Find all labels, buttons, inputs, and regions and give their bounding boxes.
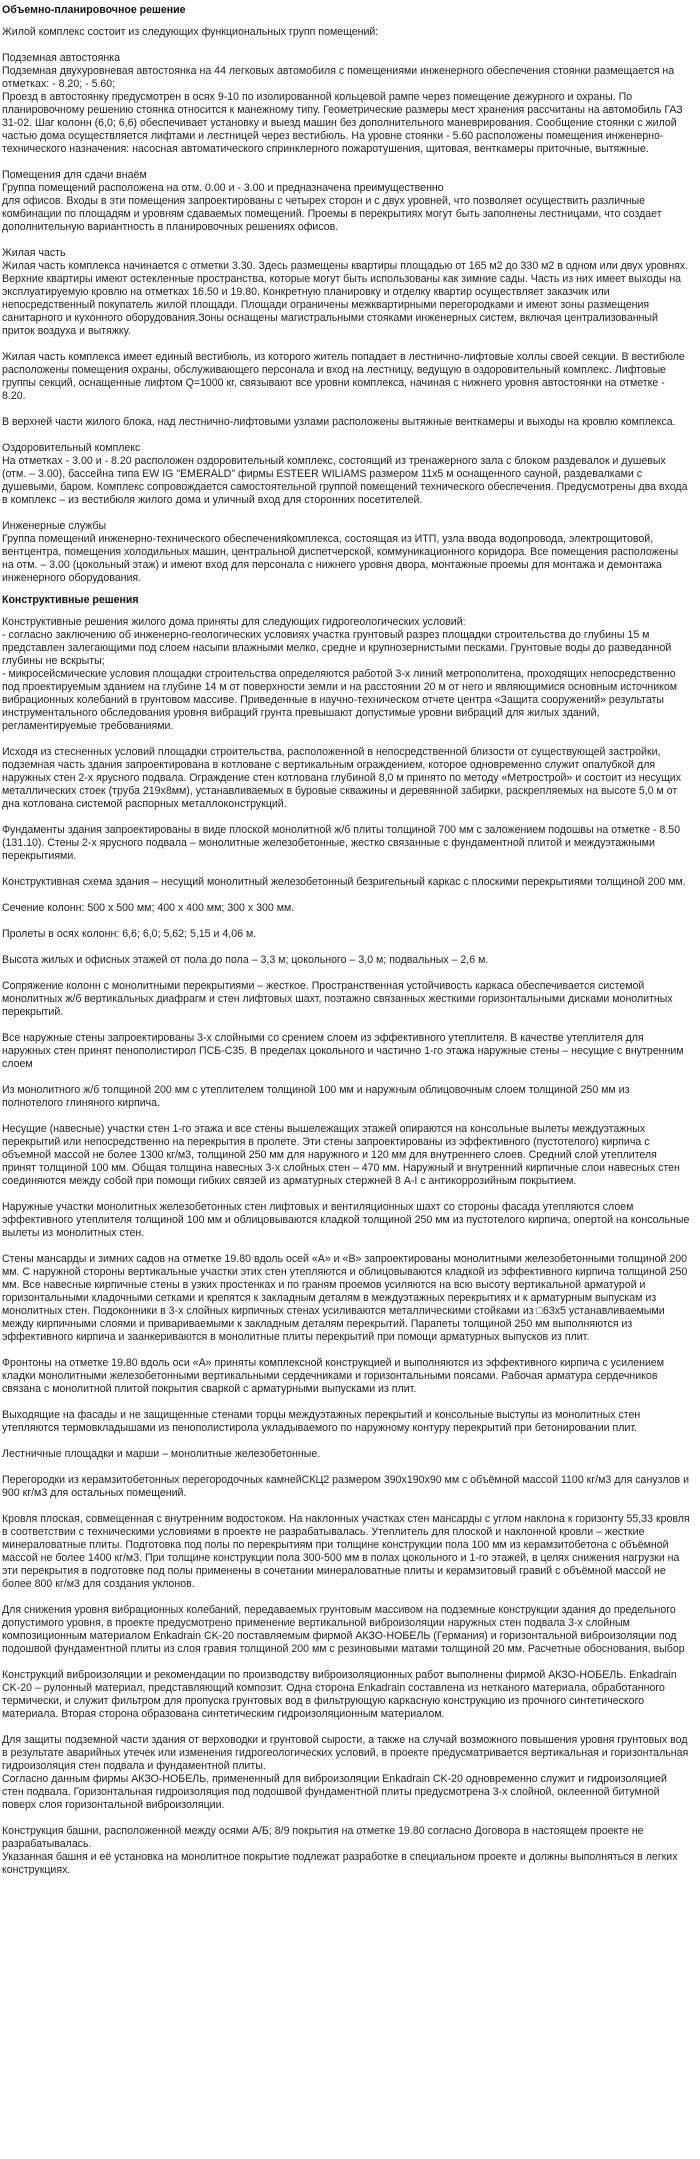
paragraph: Исходя из стесненных условий площадки строительства, расположенной в непосредственной близости от существующей застройки, подземная часть здания запроектирована в котловане с вертикальным ограждением, которое одновременно служит опалубкой для наружных стен 2-х ярусного подвала. Ограждение стен котлована глубиной 8,0 м принято по методу «Метрострой» и состоит из несущих металлических стоек (труба 219х8мм), устанавливаемых в буровые скважины и деревянной забирки, раскрепляемых на высоте 5,0 м от дна котлована системой распорных металлоконструкций.	[2, 746, 682, 810]
paragraph: Для защиты подземной части здания от верховодки и грунтовой сырости, а также на случай возможного повышения уровня грунтовых вод в результате аварийных утечек или изменения гидрогеологических условий, в проекте предусматривается вертикальная и горизонтальная гидроизоляция стен подвала и фундаментной плиты. Согласно данным фирмы АКЗО-НОБЕЛЬ, примененный для виброизоляции Enkadrain CK-20 одновременно служит и гидроизоляцией стен подвала. Горизонтальная гидроизоляция под подошвой фундаментной плиты предусмотрена 3-х слойной, оклеенной битумной поверх слоя горизонтальной виброизоляции.	[2, 1734, 689, 1811]
paragraph: Конструктивная схема здания – несущий монолитный железобетонный безригельный каркас с плоскими перекрытиями толщиной 200 мм.	[2, 876, 686, 888]
section-heading-structural: Конструктивные решения	[2, 594, 139, 606]
paragraph: Высота жилых и офисных этажей от пола до пола – 3,3 м; цокольного – 3,0 м; подвальных – 2,6 м.	[2, 954, 489, 966]
paragraph: Конструктивные решения жилого дома приняты для следующих гидрогеологических условий: - согласно заключению об инженерно-геологических условиях участка грунтовый разрез площадки строительства до глубины 15 м представлен залегающими под слоем насыпи влажными мелко, средне и крупнозернистыми песками. Грунтовые воды до разведанной глубины не вскрыты; - микросейсмические условия площадки строительства определяются работой 3-х линий метрополитена, проходящих непосредственно под проектируемым зданием на глубине 14 м от поверхности земли и на расстоянии 20 м от него и являющимися основным источником вибрационных колебаний в грунтовом массиве. Приведенные в научно-техническом отчете центра «Защита сооружений» результаты инструментального обследования уровня вибраций грунта превышают допустимые уровни вибраций для жилых зданий, регламентируемые требованиями.	[2, 616, 678, 732]
paragraph: Все наружные стены запроектированы 3-х слойными со срением слоем из эффективного утеплителя. В качестве утеплителя для наружных стен принят пенополистирол ПСБ-С35. В пределах цокольного и частично 1-го этажа наружные стены – несущие с внутренним слоем	[2, 1032, 684, 1070]
section-layout	[2, 4, 690, 585]
paragraph: Из монолитного ж/б толщиной 200 мм с утеплителем толщиной 100 мм и наружным облицовочным слоем толщиной 250 мм из полнотелого глиняного кирпича.	[2, 1084, 630, 1109]
paragraph: Стены мансарды и зимних садов на отметке 19.80 вдоль осей «А» и «В» запроектированы монолитными железобетонными толщиной 200 мм. С наружной стороны вертикальные участки этих стен утепляются и облицовываются кладкой из эффективного кирпича толщиной 250 мм. Все навесные кирпичные стены в узких простенках и по граням проемов усиляются на всю высоту вертикальной арматурой и горизонтальными кладочными сетками и крепятся к закладным деталям в междуэтажных перекрытиях и к арматурным выпускам из монолитных стен. Подоконники в 3-х слойных кирпичных стенах усиливаются металлическими стойками из □63х5 устанавливаемыми между кирпичными слоями и привариваемыми к закладным деталям перекрытий. Парапеты толщиной 250 мм выполняются из эффективного кирпича и заанкериваются в монолитные плиты перекрытий при помощи арматурных выпусков из плит.	[2, 1253, 688, 1343]
paragraph: Кровля плоская, совмещенная с внутренним водостоком. На наклонных участках стен мансарды с углом наклона к горизонту 55,33 кровля в соответствии с техническими условиями в проекте не разрабатывалась. Утеплитель для плоской и наклонной кровли – жесткие минераловатные плиты. Подготовка под полы по перекрытиям при толщине конструкции пола 100 мм из керамзитобетона с объёмной массой не более 1400 кг/м3. При толщине конструкции пола 300-500 мм в полах цокольного и 1-го этажей, в целях снижения нагрузки на эти перекрытия в подготовке под полы применены в сочетании минераловатные плиты и керамзитовый гравий с объёмной массой не более 800 кг/м3 для создания уклонов.	[2, 1513, 690, 1590]
paragraph: Наружные участки монолитных железобетонных стен лифтовых и вентиляционных шахт со стороны фасада утепляются слоем эффективного утеплителя толщиной 100 мм и облицовываются кладкой толщиной 250 мм из пустотелого кирпича, опертой на консольные вылеты из монолитных стен.	[2, 1201, 690, 1239]
paragraph: В верхней части жилого блока, над лестнично-лифтовыми узлами расположены вытяжные венткамеры и выходы на кровлю комплекса.	[2, 416, 676, 428]
paragraph: Подземная автостоянка Подземная двухуровневая автостоянка на 44 легковых автомобиля с помещениями инженерного обеспечения стоянки размещается на отметках: - 8.20; - 5.60; Проезд в автостоянку предусмотрен в осях 9-10 по изолированной кольцевой рампе через помещение дежурного и охраны. По планировочному решению стоянка относится к манежному типу. Геометрические размеры мест хранения рассчитаны на автомобиль ГАЗ 31-02. Шаг колонн (6,0; 6,6) обеспечивает установку и выезд машин без дополнительного маневрирования. Сообщение стоянки с жилой частью дома осуществляется лифтами и лестницей через вестибюль. На уровне стоянки - 5.60 расположены помещения инженерно-технического назначения: насосная автоматического спринклерного пожаротушения, щитовая, венткамеры приточные, вытяжные.	[2, 52, 683, 155]
paragraph: Фундаменты здания запроектированы в виде плоской монолитной ж/б плиты толщиной 700 мм с заложением подошвы на отметке - 8.50 (131.10). Стены 2-х ярусного подвала – монолитные железобетонные, жестко связанные с фундаментной плитой и междуэтажными перекрытиями.	[2, 824, 681, 862]
paragraph: Лестничные площадки и марши – монолитные железобетонные.	[2, 1448, 321, 1460]
paragraph: Сопряжение колонн с монолитными перекрытиями – жесткое. Пространственная устойчивость каркаса обеспечивается системой монолитных ж/б вертикальных диафрагм и стен лифтовых шахт, поэтажно связанных жесткими горизонтальными дисками монолитных перекрытий.	[2, 980, 673, 1018]
paragraph: Конструкция башни, расположенной между осями А/Б; 8/9 покрытия на отметке 19.80 согласно Договора в настоящем проекте не разрабатывалась. Указанная башня и её установка на монолитное покрытие подлежат разработке в специальном проекте и должны выполняться в легких конструкциях.	[2, 1825, 678, 1876]
section-structural	[2, 594, 690, 1877]
paragraph: Конструкций виброизоляции и рекомендации по производству виброизоляционных работ выполнены фирмой АКЗО-НОБЕЛЬ. Enkadrain CK-20 – рулонный материал, представляющий композит. Одна сторона Enkadrain составлена из нетканого материала, обработанного термически, и служит фильтром для пропуска грунтовых вод в фильтрующую каркасную конструкцию из прочного синтетического материала. Вторая сторона образована синтетическим гидроизоляционным материалом.	[2, 1669, 677, 1720]
paragraph: Оздоровительный комплекс На отметках - 3.00 и - 8.20 расположен оздоровительный комплекс, состоящий из тренажерного зала с блоком раздевалок и душевых (отм. – 3.00), бассейна типа EW IG "EMERALD" фирмы ESTEER WILIAMS размером 11х5 м оснащенного сауной, раздевалками с душевыми, баром. Комплекс сопровождается самостоятельной группой помещений технического обеспечения. Предусмотрены два входа в комплекс – из вестибюля жилого дома и уличный вход для сторонних посетителей.	[2, 442, 688, 506]
paragraph: Фронтоны на отметке 19.80 вдоль оси «А» приняты комплексной конструкцией и выполняются из эффективного кирпича с усилением кладки монолитными железобетонными вертикальными сердечниками и горизонтальными поясами. Рабочая арматура сердечников связана с монолитной плитой покрытия сваркой с арматурными выпусками из плит.	[2, 1357, 665, 1395]
paragraph: Выходящие на фасады и не защищенные стенами торцы междуэтажных перекрытий и консольные выступы из монолитных стен утепляются термовкладышами из пенополистирола укладываемого по наружному контуру перекрытий при бетонировании плит.	[2, 1409, 641, 1434]
paragraph: Для снижения уровня вибрационных колебаний, передаваемых грунтовым массивом на подземные конструкции здания до предельного допустимого уровня, в проекте предусмотрено применение вертикальной виброизоляции наружных стен подвала 3-х слойным композиционным материалом Enkadrain CK-20 поставляемым фирмой АКЗО-НОБЕЛЬ (Германия) и горизонтальной виброизоляции под подошвой фундаментной плиты из слоя гравия толщиной 200 мм с резиновыми матами толщиной 20 мм. Расчетные обоснования, выбор	[2, 1604, 685, 1655]
paragraph: Перегородки из керамзитобетонных перегородочных камнейСКЦ2 размером 390х190х90 мм с объёмной массой 1100 кг/м3 для санузлов и 900 кг/м3 для остальных помещений.	[2, 1474, 690, 1499]
paragraph: Помещения для сдачи внаём Группа помещений расположена на отм. 0.00 и - 3.00 и предназначена преимущественно для офисов. Входы в эти помещения запроектированы с четырех сторон и с двух уровней, что позволяет осуществить различные комбинации по площадям и уровням сдаваемых помещений. Проемы в перекрытиях могут быть заполнены лестницами, что создает дополнительную вариантность в планировочных решениях офисов.	[2, 169, 662, 233]
paragraph: Пролеты в осях колонн: 6,6; 6,0; 5,62; 5,15 и 4,06 м.	[2, 928, 257, 940]
paragraph: Несущие (навесные) участки стен 1-го этажа и все стены вышележащих этажей опираются на консольные вылеты междуэтажных перекрытий или непосредственно на перекрытия в пролете. Эти стены запроектированы из эффективного (пустотелого) кирпича с объемной массой не более 1300 кг/м3, толщиной 250 мм для наружного и 120 мм для внутреннего слоев. Средний слой утеплителя принят толщиной 100 мм. Общая толщина навесных 3-х слойных стен – 470 мм. Наружный и внутренний кирпичные слои навесных стен соединяются между собой при помощи гибких связей из арматурных стержней 8 А-I с антикоррозийным покрытием.	[2, 1123, 680, 1187]
paragraph: Сечение колонн: 500 х 500 мм; 400 х 400 мм; 300 х 300 мм.	[2, 902, 295, 914]
paragraph: Жилая часть комплекса имеет единый вестибюль, из которого житель попадает в лестнично-лифтовые холлы своей секции. В вестибюле расположены помещения охраны, обслуживающего персонала и вход на лестницу, ведущую в оздоровительный комплекс. Лифтовые группы секций, оснащенные лифтом Q=1000 кг, связывают все уровни комплекса, начиная с нижнего уровня автостоянки на отметке - 8.20.	[2, 351, 685, 402]
paragraph: Инженерные службы Группа помещений инженерно-технического обеспеченияkомплекса, состоящая из ИТП, узла ввода водопровода, электрощитовой, вентцентра, помещения холодильных машин, центральной диспетчерской, коммуникационного коридора. Все помещения расположены на отм. – 3.00 (цокольный этаж) и имеют вход для персонала с нижнего уровня двора, монтажные проемы для монтажа и демонтажа инженерного оборудования.	[2, 520, 679, 584]
paragraph: Жилой комплекс состоит из следующих функциональных групп помещений:	[2, 26, 379, 38]
paragraph: Жилая часть Жилая часть комплекса начинается с отметки 3.30. Здесь размещены квартиры площадью от 165 м2 до 330 м2 в одном или двух уровнях. Верхние квартиры имеют остекленные пространства, которые могут быть использованы как зимние сады. Часть из них имеет выходы на эксплуатируемую кровлю на отметках 16.50 и 19.80. Конкретную планировку и отделку квартир осуществляет заказчик или непосредственный покупатель жилой площади. Площади ограничены межквартирными перегородками и имеют зоны размещения санитарного и кухонного оборудования.Зоны оснащены магистральными стояками инженерных систем, включая централизованный приток воздуха и вытяжку.	[2, 247, 689, 337]
section-heading-layout: Объемно-планировочное решение	[2, 4, 186, 16]
